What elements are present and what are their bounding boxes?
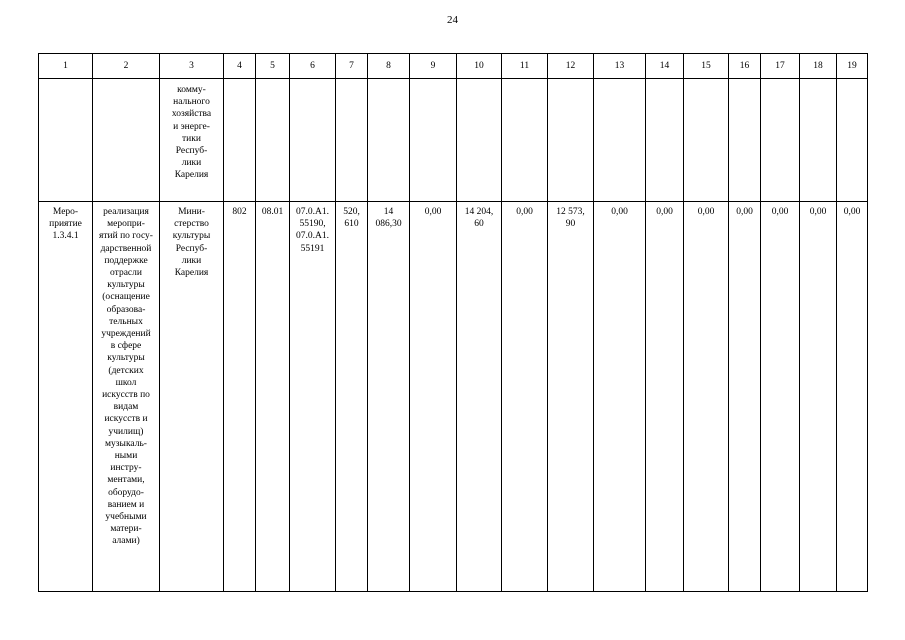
table-cell: Мини- стерство культуры Респуб- лики Карелия — [160, 202, 224, 592]
table-row — [39, 202, 868, 592]
table-cell: 12 573, 90 — [548, 202, 594, 592]
table-cell — [594, 79, 646, 202]
table-cell — [761, 79, 800, 202]
column-header: 3 — [160, 54, 224, 79]
column-header: 14 — [646, 54, 684, 79]
column-header: 9 — [410, 54, 457, 79]
column-header: 1 — [39, 54, 93, 79]
column-header: 7 — [336, 54, 368, 79]
table-cell: 0,00 — [837, 202, 868, 592]
table-cell: 0,00 — [410, 202, 457, 592]
column-header: 17 — [761, 54, 800, 79]
table-cell: 0,00 — [594, 202, 646, 592]
table-cell — [729, 79, 761, 202]
table-cell — [684, 79, 729, 202]
column-header: 12 — [548, 54, 594, 79]
column-header: 19 — [837, 54, 868, 79]
column-header: 11 — [502, 54, 548, 79]
table-cell — [502, 79, 548, 202]
table-cell: 08.01 — [256, 202, 290, 592]
table-cell: 0,00 — [502, 202, 548, 592]
table-cell: 07.0.А1. 55190, 07.0.А1. 55191 — [290, 202, 336, 592]
table-cell — [39, 79, 93, 202]
table-cell: комму- нального хозяйства и энерге- тики Респуб- лики Карелия — [160, 79, 224, 202]
column-header: 6 — [290, 54, 336, 79]
table-cell — [800, 79, 837, 202]
column-header: 5 — [256, 54, 290, 79]
column-header: 18 — [800, 54, 837, 79]
column-header: 13 — [594, 54, 646, 79]
table-cell — [336, 79, 368, 202]
table-cell: 14 204, 60 — [457, 202, 502, 592]
table-cell: 0,00 — [729, 202, 761, 592]
column-header: 8 — [368, 54, 410, 79]
table-cell: 520, 610 — [336, 202, 368, 592]
table-cell: Меро- приятие 1.3.4.1 — [39, 202, 93, 592]
column-header: 2 — [93, 54, 160, 79]
header-row — [39, 54, 868, 79]
table-cell — [256, 79, 290, 202]
table-cell — [457, 79, 502, 202]
column-header: 4 — [224, 54, 256, 79]
table-cell: 0,00 — [646, 202, 684, 592]
table-cell — [646, 79, 684, 202]
table-cell: 0,00 — [761, 202, 800, 592]
table-cell — [837, 79, 868, 202]
table-cell: реализация меропри- ятий по госу- дарственной поддержке отрасли культуры (оснащение образова- тельных учреждений в сфере культуры (детских школ искусств по видам искусств и училищ) музыкаль- ными инстру- ментами, оборудо- ванием и учебными матери- алами) — [93, 202, 160, 592]
table-cell: 802 — [224, 202, 256, 592]
table-cell — [548, 79, 594, 202]
table-cell — [368, 79, 410, 202]
table-cell: 0,00 — [800, 202, 837, 592]
column-header: 15 — [684, 54, 729, 79]
table-row — [39, 79, 868, 202]
column-header: 10 — [457, 54, 502, 79]
table-cell — [93, 79, 160, 202]
column-header: 16 — [729, 54, 761, 79]
table-cell: 14 086,30 — [368, 202, 410, 592]
table-cell: 0,00 — [684, 202, 729, 592]
table-cell — [410, 79, 457, 202]
table-cell — [224, 79, 256, 202]
table-cell — [290, 79, 336, 202]
data-table — [38, 53, 868, 592]
page-number: 24 — [447, 14, 458, 26]
